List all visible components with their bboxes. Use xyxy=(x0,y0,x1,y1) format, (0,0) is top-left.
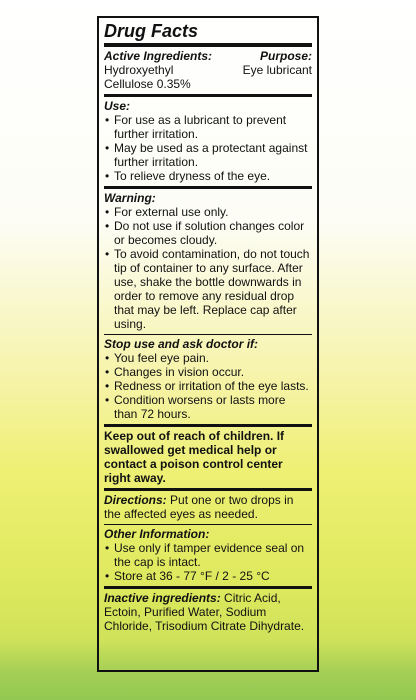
purpose-header: Purpose: xyxy=(259,49,312,63)
stop-use-item: • You feel eye pain. xyxy=(104,351,312,365)
warning-item: • To avoid contamination, do not touch tip of container to any surface. After use, shake the bottle downwards in order to remove any residual drop that may be left. Replace cap after using. xyxy=(104,247,312,331)
stop-use-header: Stop use and ask doctor if: xyxy=(104,337,259,351)
warning-section xyxy=(104,186,312,334)
active-ingredient-line2: Cellulose 0.35% xyxy=(104,77,191,91)
directions-header: Directions: xyxy=(104,493,167,507)
keep-out-section xyxy=(104,424,312,488)
use-item: • For use as a lubricant to prevent further irritation. xyxy=(104,113,312,141)
stop-use-item: • Condition worsens or lasts more than 72 hours. xyxy=(104,393,312,421)
other-information-section xyxy=(104,524,312,586)
other-information-header: Other Information: xyxy=(104,527,210,541)
inactive-ingredients-text: Citric Acid, Ectoin, Purified Water, Sodium Chloride, Trisodium Citrate Dihydrate. xyxy=(104,591,305,633)
keep-out-text: Keep out of reach of children. If swallowed get medical help or contact a poison control center right away. xyxy=(104,429,285,485)
warning-item: • Do not use if solution changes color or becomes cloudy. xyxy=(104,219,312,247)
stop-use-item: • Changes in vision occur. xyxy=(104,365,312,379)
purpose-value: Eye lubricant xyxy=(242,63,312,77)
other-information-item: • Store at 36 - 77 °F / 2 - 25 °C xyxy=(104,569,312,583)
use-item: • May be used as a protectant against further irritation. xyxy=(104,141,312,169)
drug-facts-title: Drug Facts xyxy=(104,20,312,47)
active-ingredient-line1: Hydroxyethyl xyxy=(104,63,174,77)
use-header: Use: xyxy=(104,99,131,113)
warning-header: Warning: xyxy=(104,191,156,205)
use-section xyxy=(104,94,312,186)
other-information-item: • Use only if tamper evidence seal on the cap is intact. xyxy=(104,541,312,569)
stop-use-section xyxy=(104,334,312,424)
use-item: • To relieve dryness of the eye. xyxy=(104,169,312,183)
drug-facts-panel xyxy=(97,16,319,672)
directions-text: Put one or two drops in the affected eyes as needed. xyxy=(104,493,294,521)
stop-use-item: • Redness or irritation of the eye lasts. xyxy=(104,379,312,393)
active-ingredients-header: Active Ingredients: xyxy=(104,49,213,63)
active-ingredients-section xyxy=(104,47,312,94)
directions-section xyxy=(104,488,312,524)
inactive-ingredients-section xyxy=(104,586,312,636)
inactive-ingredients-header: Inactive ingredients: xyxy=(104,591,221,605)
warning-item: • For external use only. xyxy=(104,205,312,219)
